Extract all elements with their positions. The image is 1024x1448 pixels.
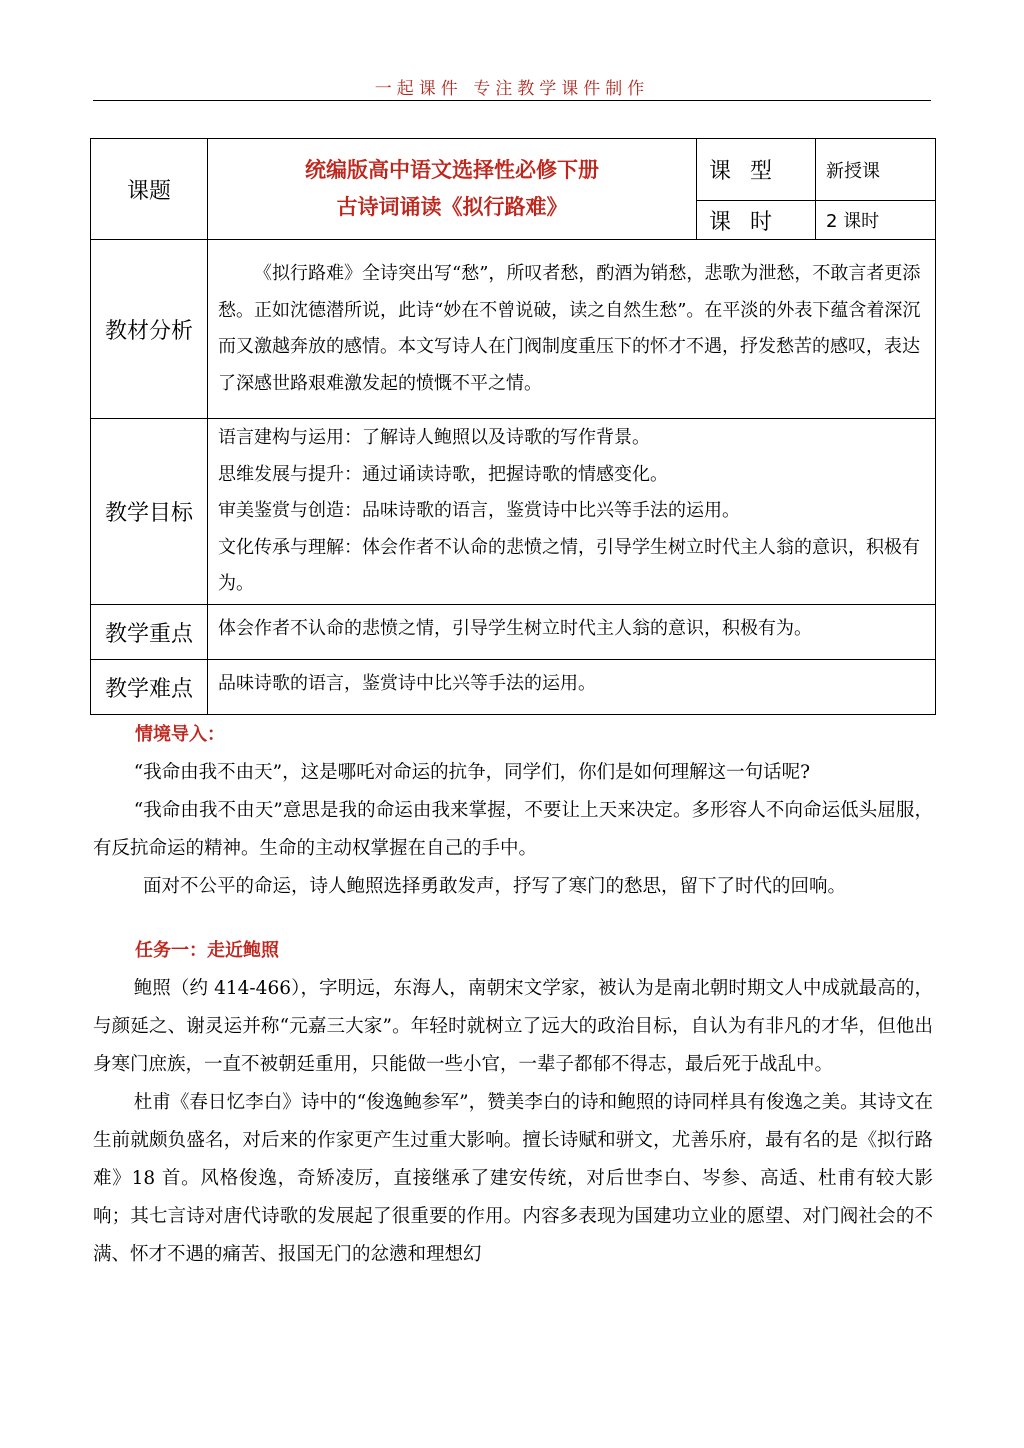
- key-points-text: 体会作者不认命的悲愤之情，引导学生树立时代主人翁的意识，积极有为。: [218, 618, 812, 639]
- lesson-plan-table: [90, 138, 936, 715]
- analysis-label: 教材分析: [91, 240, 208, 419]
- difficulty-content: [208, 660, 936, 715]
- difficulty-label: 教学难点: [91, 660, 208, 715]
- lesson-title-line2: 古诗词诵读《拟行路难》: [336, 195, 568, 219]
- intro-paragraph: “我命由我不由天”，这是哪吒对命运的抗争，同学们，你们是如何理解这一句话呢?: [133, 762, 811, 783]
- topic-label: 课题: [91, 139, 208, 240]
- analysis-content: [208, 240, 936, 419]
- goal-item: 审美鉴赏与创造：品味诗歌的语言，鉴赏诗中比兴等手法的运用。: [218, 500, 740, 522]
- lesson-hours-label: 课 时: [697, 201, 816, 240]
- task1-paragraph: 杜甫《春日忆李白》诗中的“俊逸鲍参军”，赞美李白的诗和鲍照的诗同样具有俊逸之美。其诗文在生前就颇负盛名，对后来的作家更产生过重大影响。擅长诗赋和骈文，尤善乐府，最有名的是《拟行路难》18 首。风格俊逸，奇矫凌厉，直接继承了建安传统，对后世李白、岑参、高适、杜甫有较大影响；其七言诗对唐代诗歌的发展起了很重要的作用。内容多表现为国建功立业的愿望、对门阀社会的不满、怀才不遇的痛苦、报国无门的忿懑和理想幻: [93, 1092, 933, 1265]
- lesson-type-label: 课 型: [697, 139, 816, 201]
- task1-title: 任务一：走近鲍照: [135, 940, 279, 961]
- task1-section: [93, 932, 933, 1274]
- key-points-content: [208, 605, 936, 660]
- goals-label: 教学目标: [91, 419, 208, 605]
- header-divider: [93, 100, 931, 101]
- lesson-title: [208, 139, 697, 240]
- lesson-hours-value: 2 课时: [816, 201, 936, 240]
- intro-paragraph: “我命由我不由天”意思是我的命运由我来掌握，不要让上天来决定。多形容人不向命运低头屈服，有反抗命运的精神。生命的主动权掌握在自己的手中。: [93, 800, 933, 859]
- goal-item: 语言建构与运用：了解诗人鲍照以及诗歌的写作背景。: [218, 427, 650, 449]
- difficulty-text: 品味诗歌的语言，鉴赏诗中比兴等手法的运用。: [218, 673, 596, 694]
- task1-paragraph: 鲍照（约 414-466），字明远，东海人，南朝宋文学家，被认为是南北朝时期文人中成就最高的，与颜延之、谢灵运并称“元嘉三大家”。年轻时就树立了远大的政治目标，自认为有非凡的才华，但他出身寒门庶族，一直不被朝廷重用，只能做一些小官，一辈子都郁不得志，最后死于战乱中。: [93, 978, 933, 1075]
- lesson-type-value: 新授课: [816, 139, 936, 201]
- intro-title: 情境导入：: [135, 724, 225, 745]
- goal-item: 思维发展与提升：通过诵读诗歌，把握诗歌的情感变化。: [218, 463, 668, 485]
- intro-section: [93, 716, 933, 906]
- goal-item: 文化传承与理解：体会作者不认命的悲愤之情，引导学生树立时代主人翁的意识，积极有为。: [218, 536, 920, 595]
- page-header: 一起课件 专注教学课件制作: [374, 79, 650, 99]
- key-points-label: 教学重点: [91, 605, 208, 660]
- goals-content: [208, 419, 936, 605]
- intro-paragraph: 面对不公平的命运，诗人鲍照选择勇敢发声，抒写了寒门的愁思，留下了时代的回响。: [142, 876, 846, 897]
- analysis-text: 《拟行路难》全诗突出写“愁”，所叹者愁，酌酒为销愁，悲歌为泄愁，不敢言者更添愁。正如沈德潜所说，此诗“妙在不曾说破，读之自然生愁”。在平淡的外表下蕴含着深沉而又激越奔放的感情。本文写诗人在门阀制度重压下的怀才不遇，抒发愁苦的感叹，表达了深感世路艰难激发起的愤慨不平之情。: [218, 263, 921, 394]
- lesson-title-line1: 统编版高中语文选择性必修下册: [305, 158, 599, 182]
